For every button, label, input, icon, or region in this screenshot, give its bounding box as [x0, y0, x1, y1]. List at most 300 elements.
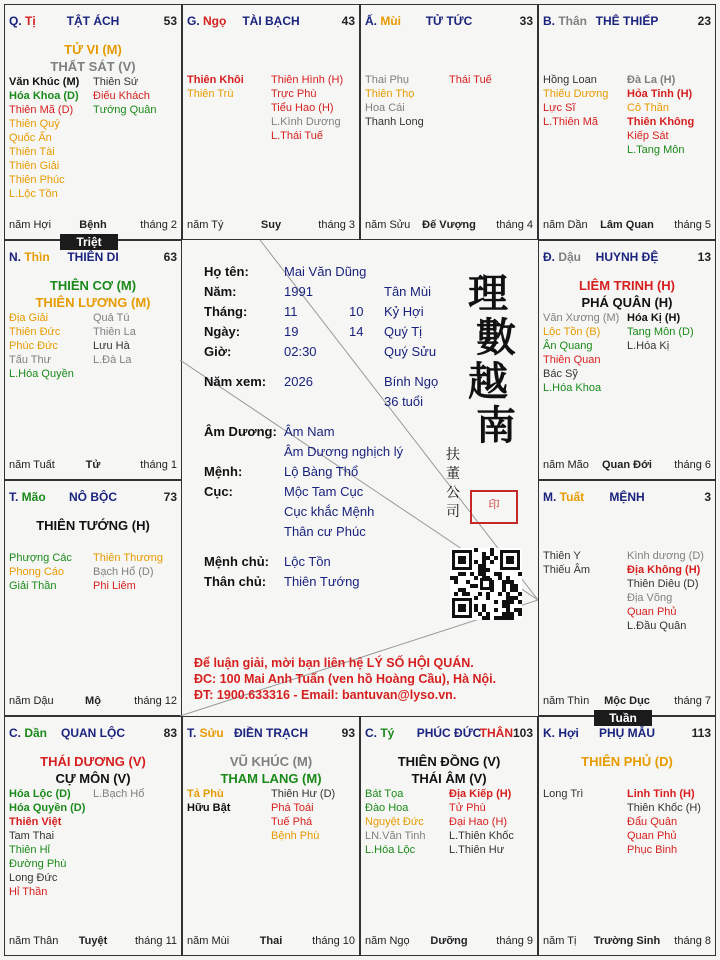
palace-branch-name: Mùi — [377, 14, 401, 28]
view-year-label: Năm xem: — [204, 374, 267, 389]
palace-footer — [187, 935, 355, 949]
minor-star: Tử Phù — [449, 802, 486, 814]
minor-star: Thiên Sứ — [93, 76, 139, 88]
palace-name: PHỤ MẪU — [599, 726, 655, 740]
minor-star: Hoa Cái — [365, 102, 405, 114]
star-column-right — [93, 75, 177, 201]
yin-yang-label: Âm Dương: — [204, 424, 277, 439]
destiny-master-value: Lộc Tồn — [284, 554, 331, 569]
palace-stem: M. — [543, 490, 557, 504]
palace-name: QUAN LỘC — [61, 726, 125, 740]
minor-star: Đào Hoa — [365, 802, 409, 814]
minor-star: Thiên Phúc — [9, 174, 65, 186]
palace-stem: Q. — [9, 14, 22, 28]
palace-name: HUYNH ĐỆ — [595, 250, 659, 264]
minor-star: L.Hóa Quyền — [9, 368, 74, 380]
minor-star: Tấu Thư — [9, 354, 52, 366]
palace-header — [361, 717, 537, 751]
hour-value: 02:30 — [284, 344, 317, 359]
minor-star: Thanh Long — [365, 116, 424, 128]
palace-branch-name: Tuất — [556, 490, 585, 504]
month-label: tháng 7 — [674, 695, 711, 707]
minor-star: Phong Cáo — [9, 566, 65, 578]
minor-stars — [543, 73, 711, 157]
minor-star: Văn Xương (M) — [543, 312, 620, 324]
palace-number: 3 — [704, 490, 711, 504]
palace-stem: C. — [9, 726, 21, 740]
palace-footer — [9, 219, 177, 233]
palace-suu[interactable] — [182, 716, 360, 956]
palace-branch-name: Thân — [555, 14, 587, 28]
minor-star: Thiên Không — [627, 116, 695, 128]
day-can-chi: Quý Tị — [384, 324, 423, 339]
palace-footer — [365, 935, 533, 949]
age: 36 tuổi — [384, 394, 424, 409]
minor-star: Hóa Quyền (D) — [9, 802, 86, 814]
minor-star: L.Thiên Hư — [449, 844, 505, 856]
minor-stars — [365, 787, 533, 857]
minor-star: Lộc Tồn (B) — [543, 326, 601, 338]
palace-name: MỆNH — [609, 490, 645, 504]
minor-star: Giải Thần — [9, 580, 57, 592]
seal-glyph: 董 — [446, 466, 460, 482]
star-column-left — [187, 787, 271, 843]
palace-number: 63 — [163, 250, 177, 264]
month-label: tháng 6 — [674, 459, 711, 471]
minor-star: Điếu Khách — [93, 90, 150, 102]
minor-star: L.Hóa Kị — [627, 340, 670, 352]
triet-badge: Triệt — [60, 234, 118, 250]
body-master-value: Thiên Tướng — [284, 574, 360, 589]
minor-star: Thiên La — [93, 326, 136, 338]
year-branch: năm Hợi — [9, 219, 52, 231]
star-column-right — [93, 787, 177, 899]
month-value: 11 — [284, 304, 298, 319]
year-branch: năm Ngọ — [365, 935, 410, 947]
minor-stars — [187, 73, 355, 143]
minor-star: Thiên Giải — [9, 160, 60, 172]
minor-star: Phi Liêm — [93, 580, 136, 592]
minor-star: Thiên Tài — [9, 146, 55, 158]
minor-star: L.Hóa Lộc — [365, 844, 416, 856]
star-column-right — [449, 787, 533, 857]
month-label: tháng 4 — [496, 219, 533, 231]
month-label: tháng 9 — [496, 935, 533, 947]
palace-header — [539, 241, 715, 275]
year-branch: năm Dậu — [9, 695, 54, 707]
contact-line-1: Để luận giải, mời bạn liên hệ LÝ SỐ HỘI QUÁN. — [194, 656, 474, 670]
palace-header — [5, 717, 181, 751]
minor-stars — [365, 73, 533, 129]
star-column-left — [9, 787, 93, 899]
minor-star: Thiên Thọ — [365, 88, 415, 100]
major-star: THAM LANG (M) — [220, 771, 322, 786]
year-value: 1991 — [284, 284, 313, 299]
palace-stem: B. — [543, 14, 555, 28]
palace-branch-name: Thìn — [21, 250, 50, 264]
minor-star: Thiên Hỉ — [9, 844, 50, 856]
major-star: LIÊM TRINH (H) — [578, 278, 676, 293]
palace-stem: G. — [187, 14, 200, 28]
star-column-right — [93, 311, 177, 381]
minor-star: Lưu Hà — [93, 340, 130, 352]
minor-star: Hóa Khoa (D) — [9, 90, 79, 102]
star-column-left — [543, 73, 627, 157]
palace-header — [5, 5, 181, 39]
palace-tuat[interactable] — [538, 480, 716, 716]
minor-star: Quốc Ấn — [9, 132, 52, 144]
contact-line-3: ĐT: 1900.633316 - Email: bantuvan@lyso.vn. — [194, 688, 457, 702]
view-year-value: 2026 — [284, 374, 313, 389]
cuc-relation: Cục khắc Mệnh — [284, 504, 375, 519]
calligraphy-glyph: 南 — [476, 402, 516, 449]
minor-star: Thai Phụ — [365, 74, 410, 86]
minor-star: Phượng Các — [9, 552, 72, 564]
destiny-value: Lộ Bàng Thổ — [284, 464, 359, 479]
palace-number: 53 — [163, 14, 177, 28]
month-label: tháng 10 — [312, 935, 355, 947]
minor-stars — [9, 787, 177, 899]
minor-star: Đẩu Quân — [627, 816, 678, 828]
minor-star: Hỉ Thần — [9, 886, 48, 898]
palace-branch-name: Tị — [21, 14, 36, 28]
palace-thin[interactable] — [4, 240, 182, 480]
major-stars — [5, 277, 181, 311]
palace-footer — [543, 935, 711, 949]
major-star: THIÊN LƯƠNG (M) — [35, 295, 151, 310]
palace-mao[interactable] — [4, 480, 182, 716]
palace-branch-name: Dậu — [555, 250, 582, 264]
view-year-can-chi: Bính Ngọ — [384, 374, 439, 389]
minor-star: Lực Sĩ — [543, 102, 576, 114]
major-star: THIÊN ĐỒNG (V) — [397, 754, 501, 769]
month-lunar: 10 — [349, 304, 364, 319]
year-branch: năm Sửu — [365, 219, 411, 231]
minor-star: Bát Tọa — [365, 788, 404, 800]
month-can-chi: Kỷ Hợi — [384, 304, 424, 319]
palace-stem: N. — [9, 250, 21, 264]
palace-name: NÔ BỘC — [69, 490, 117, 504]
minor-star: Phục Binh — [627, 844, 678, 856]
palace-ngo[interactable] — [182, 4, 360, 240]
minor-star: Địa Giải — [9, 312, 49, 324]
major-star: VŨ KHÚC (M) — [229, 754, 313, 769]
star-column-left — [9, 551, 93, 593]
palace-header — [183, 717, 359, 751]
palace-name: PHÚC ĐỨC — [416, 726, 482, 740]
hour-can-chi: Quý Sửu — [384, 344, 437, 359]
star-column-right — [93, 551, 177, 593]
minor-stars — [9, 311, 177, 381]
red-seal: 印 — [470, 490, 518, 524]
palace-name: TỬ TỨC — [425, 14, 473, 28]
palace-ty2[interactable] — [360, 716, 538, 956]
minor-star: Thiên Mã (D) — [9, 104, 74, 116]
minor-star: Thiên Thương — [93, 552, 164, 564]
minor-star: Trực Phù — [271, 88, 317, 100]
palace-number: 93 — [341, 726, 355, 740]
minor-star: Hóa Lộc (D) — [9, 788, 71, 800]
minor-star: Tả Phù — [187, 788, 224, 800]
minor-star: Thiên Khốc (H) — [627, 802, 701, 814]
minor-star: L.Đầu Quân — [627, 620, 687, 632]
minor-star: Hồng Loan — [543, 74, 597, 86]
life-stage: Thai — [259, 935, 283, 947]
palace-branch-name: Tý — [377, 726, 395, 740]
palace-header — [183, 5, 359, 39]
minor-star: Linh Tinh (H) — [627, 788, 695, 800]
star-column-right — [271, 73, 355, 143]
minor-star: Bệnh Phù — [271, 830, 320, 842]
life-stage: Tuyệt — [78, 935, 108, 947]
minor-star: Thái Tuế — [449, 74, 492, 86]
life-stage: Suy — [260, 219, 282, 231]
cuc-value: Mộc Tam Cục — [284, 484, 364, 499]
palace-name: TÀI BẠCH — [242, 14, 300, 28]
center-info-panel — [180, 240, 538, 716]
minor-star: Kình dương (D) — [627, 550, 704, 562]
major-star: CỰ MÔN (V) — [55, 771, 131, 786]
minor-star: Phúc Đức — [9, 340, 58, 352]
palace-stem: T. — [187, 726, 197, 740]
palace-footer — [543, 459, 711, 473]
minor-star: L.Lộc Tồn — [9, 188, 58, 200]
month-label: Tháng: — [204, 304, 248, 319]
palace-hoi[interactable] — [538, 716, 716, 956]
year-branch: năm Tý — [187, 219, 224, 231]
palace-number: 43 — [341, 14, 355, 28]
palace-number: 13 — [697, 250, 711, 264]
palace-number: 113 — [691, 726, 711, 740]
year-label: Năm: — [204, 284, 237, 299]
minor-star: LN.Văn Tinh — [365, 830, 426, 842]
minor-star: Quan Phủ — [627, 606, 677, 618]
palace-stem: C. — [365, 726, 377, 740]
minor-star: Đại Hao (H) — [449, 816, 508, 828]
year-branch: năm Thìn — [543, 695, 590, 707]
major-stars — [5, 41, 181, 75]
month-label: tháng 8 — [674, 935, 711, 947]
palace-footer — [543, 219, 711, 233]
palace-number: 33 — [519, 14, 533, 28]
minor-star: Thiên Đức — [9, 326, 61, 338]
minor-stars — [543, 787, 711, 857]
palace-name: THIÊN DI — [67, 250, 119, 264]
palace-branch-name: Hợi — [555, 726, 579, 740]
palace-number: 23 — [697, 14, 711, 28]
seal-glyph: 扶 — [446, 447, 460, 463]
minor-star: Tang Môn (D) — [627, 326, 694, 338]
minor-star: Thiên Hư (D) — [271, 788, 336, 800]
minor-star: Hỏa Tinh (H) — [627, 88, 693, 100]
major-stars — [361, 753, 537, 787]
minor-star: Tam Thai — [9, 830, 55, 842]
minor-star: Đường Phù — [9, 858, 67, 870]
life-stage: Mộ — [85, 695, 101, 707]
star-column-left — [9, 75, 93, 201]
minor-star: Quả Tú — [93, 312, 130, 324]
minor-star: L.Hóa Khoa — [543, 382, 602, 394]
year-branch: năm Mùi — [187, 935, 230, 947]
body-palace: Thân cư Phúc — [284, 524, 366, 539]
major-stars — [539, 277, 715, 311]
calligraphy-glyph: 理 — [468, 270, 508, 317]
minor-star: Quan Phủ — [627, 830, 677, 842]
minor-star: Tuế Phá — [271, 816, 313, 828]
hour-label: Giờ: — [204, 344, 232, 359]
star-column-right — [627, 787, 711, 857]
major-star: PHÁ QUÂN (H) — [581, 295, 673, 310]
palace-branch-name: Mão — [18, 490, 46, 504]
life-stage: Dưỡng — [430, 935, 468, 947]
cuc-label: Cục: — [204, 484, 233, 499]
major-star: THIÊN CƠ (M) — [49, 278, 137, 293]
minor-star: Kiếp Sát — [627, 130, 669, 142]
star-column-right — [627, 311, 711, 395]
palace-branch-name: Sửu — [196, 726, 224, 740]
palace-branch-name: Dần — [21, 726, 48, 740]
minor-star: Thiên Hình (H) — [271, 74, 344, 86]
palace-footer — [9, 935, 177, 949]
minor-star: Thiên Quý — [9, 118, 60, 130]
year-branch: năm Tuất — [9, 459, 55, 471]
year-branch: năm Tị — [543, 935, 577, 947]
calligraphy-glyph: 越 — [468, 358, 508, 405]
palace-stem: K. — [543, 726, 555, 740]
month-label: tháng 3 — [318, 219, 355, 231]
palace-header — [539, 5, 715, 39]
palace-stem: T. — [9, 490, 19, 504]
minor-star: Long Trì — [543, 788, 584, 800]
seal-glyph: 公 — [446, 485, 460, 501]
minor-star: Nguyệt Đức — [365, 816, 424, 828]
body-tag: THÂN — [479, 726, 513, 740]
name-label: Họ tên: — [204, 264, 249, 279]
palace-ty[interactable] — [4, 4, 182, 240]
life-stage: Tử — [85, 459, 101, 471]
day-lunar: 14 — [349, 324, 364, 339]
palace-stem: Ấ. — [365, 14, 377, 28]
minor-star: Hữu Bật — [187, 802, 231, 814]
minor-star: Thiên Trù — [187, 88, 234, 100]
minor-star: Ân Quang — [543, 340, 593, 352]
major-star: THÁI ÂM (V) — [411, 771, 487, 786]
minor-star: Cô Thần — [627, 102, 669, 114]
contact-line-2: ĐC: 100 Mai Anh Tuấn (ven hồ Hoàng Cầu), Hà Nội. — [194, 672, 497, 686]
palace-header — [539, 481, 715, 515]
minor-star: L.Đà La — [93, 354, 132, 366]
yin-yang-relation: Âm Dương nghịch lý — [284, 444, 404, 459]
palace-name: THÊ THIẾP — [595, 14, 659, 28]
star-column-right — [271, 787, 355, 843]
year-branch: năm Mão — [543, 459, 589, 471]
palace-number: 103 — [512, 726, 533, 740]
life-stage: Lâm Quan — [600, 219, 654, 231]
minor-star: Phá Toái — [271, 802, 314, 814]
life-stage: Đế Vượng — [422, 219, 476, 231]
minor-star: L.Bạch Hổ — [93, 788, 145, 800]
minor-star: Văn Khúc (M) — [9, 76, 80, 88]
life-stage: Trường Sinh — [593, 935, 661, 947]
year-can-chi: Tân Mùi — [384, 284, 431, 299]
major-stars — [183, 753, 359, 787]
palace-dau[interactable] — [538, 240, 716, 480]
major-star: THÁI DƯƠNG (V) — [40, 754, 146, 769]
minor-star: Địa Kiếp (H) — [449, 788, 512, 800]
minor-star: L.Thái Tuế — [271, 130, 323, 142]
minor-stars — [9, 75, 177, 201]
palace-footer — [9, 459, 177, 473]
minor-star: Thiên Diêu (D) — [627, 578, 699, 590]
day-label: Ngày: — [204, 324, 241, 339]
major-star: TỬ VI (M) — [64, 42, 122, 57]
month-label: tháng 11 — [134, 935, 177, 947]
month-label: tháng 5 — [674, 219, 711, 231]
palace-name: ĐIỀN TRẠCH — [234, 726, 308, 740]
tuan-badge: Tuần — [594, 710, 652, 726]
name-value: Mai Văn Dũng — [284, 264, 367, 279]
palace-mui[interactable] — [360, 4, 538, 240]
minor-stars — [543, 311, 711, 395]
minor-star: Bạch Hổ (D) — [93, 566, 154, 578]
minor-stars — [543, 549, 711, 633]
minor-stars — [187, 787, 355, 843]
major-stars — [539, 753, 715, 770]
destiny-master-label: Mệnh chủ: — [204, 554, 269, 569]
minor-star: L.Tang Môn — [627, 144, 685, 156]
minor-star: Long Đức — [9, 872, 58, 884]
minor-star: L.Thiên Mã — [543, 116, 599, 128]
palace-header — [361, 5, 537, 39]
year-branch: năm Thân — [9, 935, 59, 947]
month-label: tháng 12 — [134, 695, 177, 707]
palace-number: 73 — [163, 490, 177, 504]
star-column-left — [365, 73, 449, 129]
month-label: tháng 1 — [140, 459, 177, 471]
star-column-right — [627, 549, 711, 633]
minor-star: Thiên Quan — [543, 354, 601, 366]
calligraphy-glyph: 數 — [476, 314, 516, 361]
star-column-left — [543, 311, 627, 395]
qr-code-icon[interactable] — [450, 548, 522, 620]
year-branch: năm Dần — [543, 219, 588, 231]
destiny-label: Mệnh: — [204, 464, 243, 479]
palace-than[interactable] — [538, 4, 716, 240]
minor-star: Địa Không (H) — [627, 564, 701, 576]
palace-footer — [9, 695, 177, 709]
life-stage: Bệnh — [79, 219, 107, 231]
minor-star: Tướng Quân — [93, 104, 157, 116]
palace-branch-name: Ngọ — [199, 14, 227, 28]
star-column-left — [187, 73, 271, 143]
life-stage: Quan Đới — [602, 459, 652, 471]
star-column-left — [365, 787, 449, 857]
calligraphy-logo — [468, 272, 516, 448]
minor-star: Bác Sỹ — [543, 368, 578, 380]
day-value: 19 — [284, 324, 299, 339]
palace-dan[interactable] — [4, 716, 182, 956]
yin-yang-value: Âm Nam — [284, 424, 335, 439]
life-stage: Mộc Dục — [604, 695, 650, 707]
minor-star: L.Thiên Khốc — [449, 830, 514, 842]
star-column-right — [449, 73, 533, 129]
minor-star: Thiên Khôi — [187, 74, 244, 86]
palace-footer — [187, 219, 355, 233]
major-stars — [5, 753, 181, 787]
star-column-left — [9, 311, 93, 381]
star-column-left — [543, 549, 627, 633]
palace-stem: Đ. — [543, 250, 555, 264]
